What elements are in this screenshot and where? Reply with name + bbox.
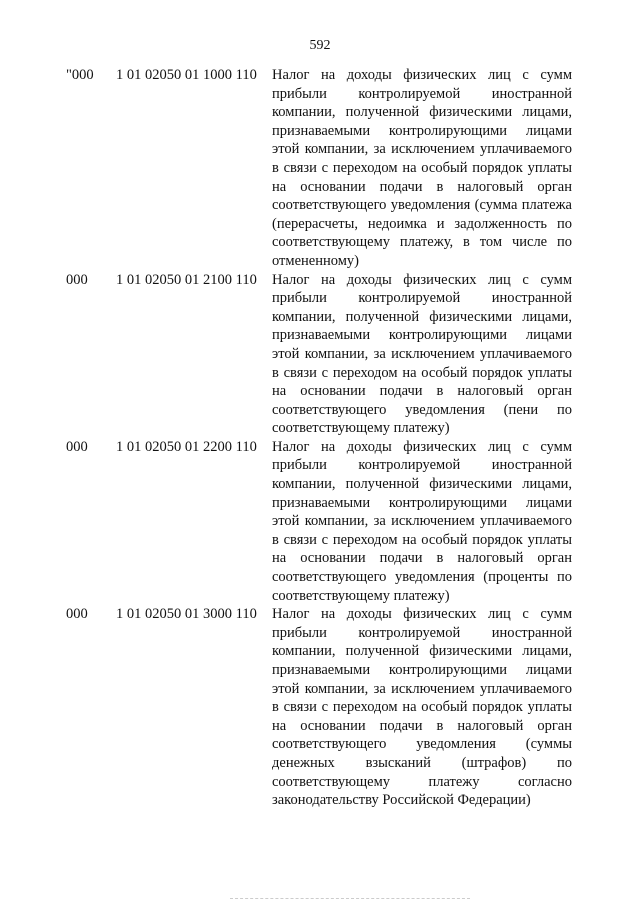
table-row	[0, 271, 640, 438]
admin-code: 000	[66, 606, 88, 623]
revenue-name: Налог на доходы физических лиц с сумм прибыли контролируемой иностранной компании, полученной физическими лицами, признаваемыми контролирующими лицами этой компании, за исключением уплачиваемого в связи с переходом на особый порядок уплаты на основании подачи в налоговый орган соответствующего уведомления (пени по соответствующему платежу)	[272, 271, 572, 437]
admin-code: "000	[66, 67, 94, 83]
page-number: 592	[309, 38, 331, 53]
table-row	[0, 438, 640, 605]
table-row	[0, 66, 640, 271]
budget-code-table	[0, 66, 640, 810]
table-row	[0, 605, 640, 810]
budget-classification-code: 1 01 02050 01 3000 110	[116, 606, 257, 623]
budget-classification-code: 1 01 02050 01 1000 110	[116, 67, 257, 83]
revenue-name: Налог на доходы физических лиц с сумм прибыли контролируемой иностранной компании, полученной физическими лицами, признаваемыми контролирующими лицами этой компании, за исключением уплачиваемого в связи с переходом на особый порядок уплаты на основании подачи в налоговый орган соответствующего уведомления (проценты по соответствующему платежу)	[272, 438, 572, 604]
revenue-name: Налог на доходы физических лиц с сумм прибыли контролируемой иностранной компании, полученной физическими лицами, признаваемыми контролирующими лицами этой компании, за исключением уплачиваемого в связи с переходом на особый порядок уплаты на основании подачи в налоговый орган соответствующего уведомления (суммы денежных взысканий (штрафов) по соответствующему платежу согласно законодательству Российской Федерации)	[272, 606, 572, 809]
budget-classification-code: 1 01 02050 01 2100 110	[116, 271, 257, 288]
admin-code: 000	[66, 438, 88, 455]
budget-classification-code: 1 01 02050 01 2200 110	[116, 438, 257, 455]
revenue-name: Налог на доходы физических лиц с сумм прибыли контролируемой иностранной компании, полученной физическими лицами, признаваемыми контролирующими лицами этой компании, за исключением уплачиваемого в связи с переходом на особый порядок уплаты на основании подачи в налоговый орган соответствующего уведомления (сумма платежа (перерасчеты, недоимка и задолженность по соответствующему платежу, в том числе по отмененному)	[272, 67, 572, 269]
admin-code: 000	[66, 271, 88, 288]
scan-edge-divider	[230, 898, 470, 899]
